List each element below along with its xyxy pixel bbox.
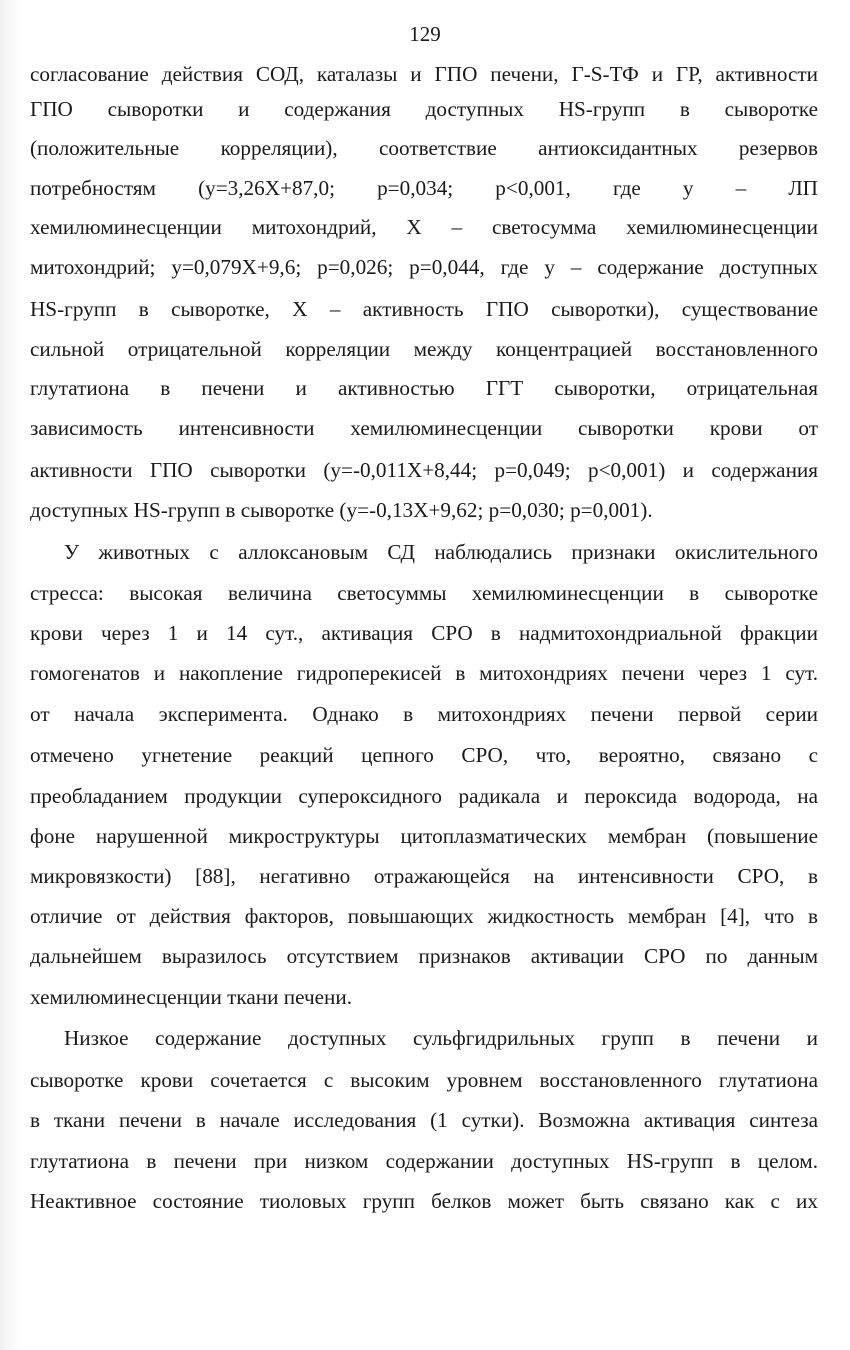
text-line: доступных HS-групп в сыворотке (y=-0,13X+9,62; p=0,030; p=0,001). [30,498,653,522]
text-line: хемилюминесценции ткани печени. [30,985,353,1009]
text-line: стресса: высокая величина светосуммы хемилюминесценции в сыворотке [30,581,818,605]
text-line: отличие от действия факторов, повышающих жидкостность мембран [4], что в [30,904,818,928]
text-line-paragraph-start: У животных с аллоксановым СД наблюдались признаки окислительного [64,540,818,564]
text-line: глутатиона в печени и активностью ГГТ сыворотки, отрицательная [30,376,818,400]
text-line: от начала эксперимента. Однако в митохондриях печени первой серии [30,702,818,726]
text-line: крови через 1 и 14 сут., активация СРО в надмитохондриальной фракции [30,621,818,645]
text-line: активности ГПО сыворотки (y=-0,011X+8,44; p=0,049; p<0,001) и содержания [30,458,818,482]
text-line: Неактивное состояние тиоловых групп белков может быть связано как с их [30,1189,818,1213]
text-line: глутатиона в печени при низком содержании доступных HS-групп в целом. [30,1149,818,1173]
scan-edge-shadow [0,0,22,1350]
text-line: ГПО сыворотки и содержания доступных HS-групп в сыворотке [30,97,818,121]
text-line: потребностям (y=3,26X+87,0; p=0,034; p<0,001, где y – ЛП [30,176,818,200]
text-line: согласование действия СОД, каталазы и ГПО печени, Г-S-ТФ и ГР, активности [30,62,818,86]
text-line: зависимость интенсивности хемилюминесценции сыворотки крови от [30,416,818,440]
text-line: сильной отрицательной корреляции между концентрацией восстановленного [30,337,818,361]
text-line: дальнейшем выразилось отсутствием признаков активации СРО по данным [30,944,818,968]
page-number: 129 [409,22,441,46]
text-line: хемилюминесценции митохондрий, Х – светосумма хемилюминесценции [30,215,818,239]
text-line: гомогенатов и накопление гидроперекисей в митохондриях печени через 1 сут. [30,661,818,685]
text-line: HS-групп в сыворотке, Х – активность ГПО сыворотки), существование [30,297,818,321]
text-line: отмечено угнетение реакций цепного СРО, что, вероятно, связано с [30,743,818,767]
text-line: фоне нарушенной микроструктуры цитоплазматических мембран (повышение [30,824,818,848]
text-line-paragraph-start: Низкое содержание доступных сульфгидрильных групп в печени и [64,1026,818,1050]
text-line: микровязкости) [88], негативно отражающейся на интенсивности СРО, в [30,864,818,888]
text-line: в ткани печени в начале исследования (1 сутки). Возможна активация синтеза [30,1108,818,1132]
text-line: сыворотке крови сочетается с высоким уровнем восстановленного глутатиона [30,1068,818,1092]
text-line: преобладанием продукции супероксидного радикала и пероксида водорода, на [30,784,818,808]
text-line: (положительные корреляции), соответствие антиоксидантных резервов [30,136,818,160]
text-line: митохондрий; y=0,079X+9,6; p=0,026; p=0,044, где y – содержание доступных [30,255,818,279]
